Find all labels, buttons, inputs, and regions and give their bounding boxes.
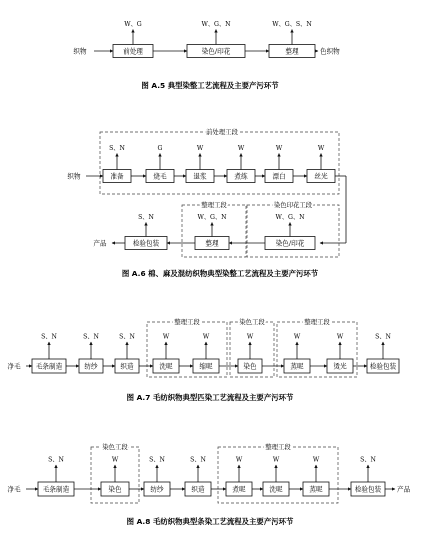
a6-pollutant-1-label: S、N bbox=[109, 145, 125, 152]
a7-step-1-label: 毛条制造 bbox=[35, 362, 63, 371]
a8-pollutant-2-label: W bbox=[111, 456, 119, 464]
a6-step-1-label: 准备 bbox=[110, 172, 124, 181]
a8-pollutant-3-label: S、N bbox=[149, 456, 165, 464]
a6-pollutant-5-label: W bbox=[275, 145, 283, 152]
a7-step-3-label: 织造 bbox=[120, 362, 134, 371]
a6-step-6-label: 丝光 bbox=[314, 172, 328, 181]
a5-input-label: 织物 bbox=[73, 47, 87, 56]
a5-output-label: 色织物 bbox=[320, 47, 340, 56]
a7-input-label: 净毛 bbox=[7, 362, 21, 371]
a6-finishing-section-title: 整理工段 bbox=[201, 201, 227, 209]
a8-step-2-label: 染色 bbox=[108, 485, 122, 494]
a8-step-4-label: 织造 bbox=[191, 485, 205, 494]
a7-caption: 图 A.7 毛纺织物典型匹染工艺流程及主要产污环节 bbox=[126, 393, 294, 402]
a8-dyeing-section-title: 染色工段 bbox=[102, 443, 128, 451]
a6-row2-pollutant-2-label: W、G、N bbox=[197, 214, 227, 221]
a7-pollutant-4-label: W bbox=[162, 333, 170, 341]
a8-step-5-label: 煮呢 bbox=[232, 485, 246, 494]
a7-pollutant-6-label: W bbox=[246, 333, 254, 341]
a6-step-5-label: 漂白 bbox=[272, 172, 286, 181]
a5-pollutant-3-label: W、G、S、N bbox=[272, 21, 312, 28]
a7-step-9-label: 检验包装 bbox=[369, 362, 397, 371]
a7-pollutant-3-label: S、N bbox=[119, 333, 135, 341]
a7-finishing-section-title-2: 整理工段 bbox=[304, 318, 330, 326]
a7-step-2-label: 纺纱 bbox=[84, 362, 98, 371]
a8-pollutant-6-label: W bbox=[272, 456, 280, 464]
a7-pollutant-5-label: W bbox=[202, 333, 210, 341]
a6-step-4-label: 煮练 bbox=[234, 172, 248, 181]
a8-step-1-label: 毛条制造 bbox=[42, 485, 70, 494]
a7-pollutant-8-label: W bbox=[336, 333, 344, 341]
a7-step-5-label: 缩呢 bbox=[199, 362, 213, 371]
a6-caption: 图 A.6 棉、麻及混纺织物典型染整工艺流程及主要产污环节 bbox=[121, 269, 319, 278]
a7-pollutant-9-label: S、N bbox=[375, 333, 391, 341]
a8-finishing-section-title: 整理工段 bbox=[265, 443, 291, 451]
a5-caption: 图 A.5 典型染整工艺流程及主要产污环节 bbox=[141, 81, 279, 90]
a5-step-2-label: 染色/印花 bbox=[201, 47, 231, 56]
a7-dyeing-section-title: 染色工段 bbox=[239, 318, 265, 326]
a8-pollutant-5-label: W bbox=[235, 456, 243, 464]
a7-step-8-label: 烫光 bbox=[333, 362, 347, 371]
a6-row2-step-2-label: 整理 bbox=[205, 239, 219, 248]
a6-step-2-label: 烧毛 bbox=[153, 172, 167, 181]
a7-step-6-label: 染色 bbox=[243, 362, 257, 371]
a5-pollutant-1-label: W、G bbox=[124, 21, 142, 28]
a5-pollutant-2-label: W、G、N bbox=[201, 21, 231, 28]
a6-row2-pollutant-3-label: W、G、N bbox=[275, 214, 305, 221]
a6-pollutant-4-label: W bbox=[237, 145, 245, 152]
a6-step-3-label: 退浆 bbox=[193, 172, 207, 181]
a6-pretreatment-section-box bbox=[100, 132, 339, 194]
a6-row2-pollutant-1-label: S、N bbox=[138, 214, 154, 221]
a5-step-1-label: 前处理 bbox=[123, 47, 143, 56]
a8-output-label: 产品 bbox=[397, 485, 411, 494]
a7-pollutant-7-label: W bbox=[293, 333, 301, 341]
a8-input-label: 净毛 bbox=[7, 485, 21, 494]
a7-finishing-section-title-1: 整理工段 bbox=[174, 318, 200, 326]
a6-row2-step-1-label: 检验包装 bbox=[132, 239, 160, 248]
a7-step-7-label: 蒸呢 bbox=[290, 362, 304, 371]
a8-step-6-label: 洗呢 bbox=[269, 485, 283, 494]
a6-input-label: 织物 bbox=[67, 172, 81, 181]
a7-pollutant-2-label: S、N bbox=[83, 333, 99, 341]
a7-pollutant-1-label: S、N bbox=[41, 333, 57, 341]
a8-step-7-label: 蒸呢 bbox=[309, 485, 323, 494]
a6-pollutant-6-label: W bbox=[317, 145, 325, 152]
a6-pollutant-3-label: W bbox=[196, 145, 204, 152]
a8-step-3-label: 纺纱 bbox=[150, 485, 164, 494]
a5-step-3-label: 整理 bbox=[285, 47, 299, 56]
a8-step-8-label: 检验包装 bbox=[354, 485, 382, 494]
a7-step-4-label: 洗呢 bbox=[159, 362, 173, 371]
a8-pollutant-8-label: S、N bbox=[360, 456, 376, 464]
a8-pollutant-1-label: S、N bbox=[48, 456, 64, 464]
a6-row2-step-3-label: 染色/印花 bbox=[275, 239, 305, 248]
a6-pretreatment-section-title: 前处理工段 bbox=[206, 128, 238, 136]
a8-pollutant-7-label: W bbox=[312, 456, 320, 464]
a6-pollutant-2-label: G bbox=[157, 145, 163, 152]
a6-dyeing-section-title: 染色印花工段 bbox=[273, 201, 313, 209]
a8-caption: 图 A.8 毛纺织物典型条染工艺流程及主要产污环节 bbox=[126, 517, 294, 526]
a8-pollutant-4-label: S、N bbox=[190, 456, 206, 464]
a6-output-label: 产品 bbox=[93, 239, 107, 248]
